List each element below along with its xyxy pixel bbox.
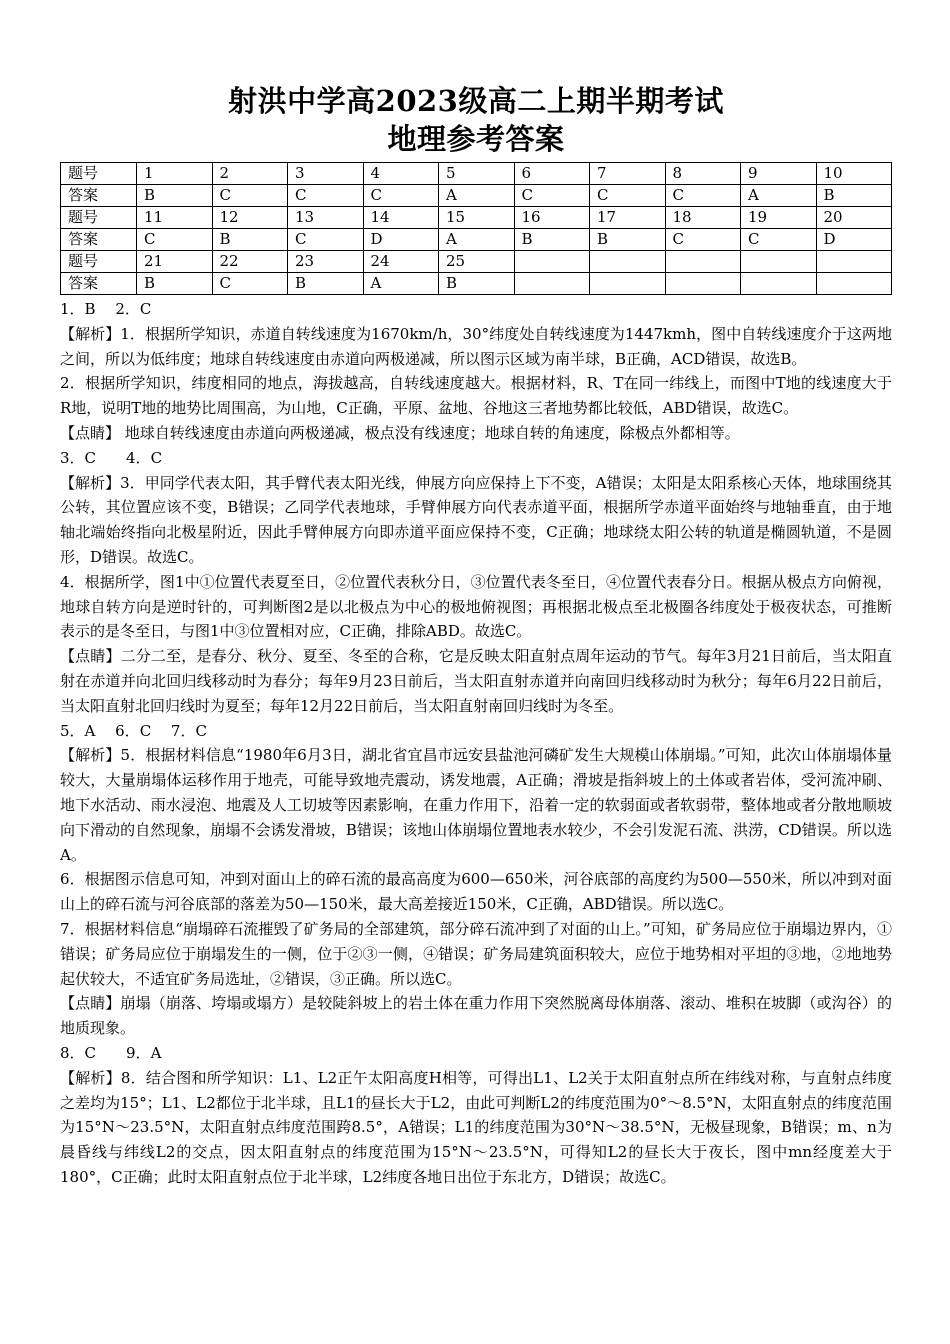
answer-key-title: 地理参考答案 (387, 122, 565, 156)
table-cell: 5 (439, 163, 515, 185)
row-label: 答案 (61, 229, 137, 251)
table-row (61, 229, 892, 251)
paragraph: 【解析】1．根据所学知识，赤道自转线速度为1670km/h，30°纬度处自转线速度为1447kmh，图中自转线速度介于这两地之间，所以为低纬度；地球自转线速度由赤道向两极递减，所以图示区域为南半球，B正确，ACD错误，故选B。 (60, 324, 892, 368)
paragraph: 5．A 6．C 7．C (60, 721, 207, 740)
table-cell: C (288, 229, 364, 251)
paragraph: 8．C 9．A (60, 1043, 162, 1062)
table-cell: B (137, 185, 213, 207)
table-cell: 17 (590, 207, 666, 229)
table-cell: 16 (514, 207, 590, 229)
table-cell: C (212, 273, 288, 295)
table-cell: 15 (439, 207, 515, 229)
paragraph: 2．根据所学知识，纬度相同的地点，海拔越高，自转线速度越大。根据材料，R、T在同一纬线上，而图中T地的线速度大于R地，说明T地的地势比周围高，为山地，C正确，平原、盆地、谷地这三者地势都比较低，ABD错误，故选C。 (60, 374, 892, 418)
table-cell: 13 (288, 207, 364, 229)
table-cell: 12 (212, 207, 288, 229)
table-cell (741, 273, 817, 295)
table-cell: D (363, 229, 439, 251)
paragraph: 1．B 2．C (60, 300, 152, 318)
row-label: 题号 (61, 207, 137, 229)
table-cell: C (137, 229, 213, 251)
paragraph: 【点睛】 地球自转线速度由赤道向两极递减，极点没有线速度；地球自转的角速度，除极点外都相等。 (60, 423, 740, 442)
paragraph: 【点睛】崩塌（崩落、垮塌或塌方）是较陡斜坡上的岩土体在重力作用下突然脱离母体崩落、滚动、堆积在坡脚（或沟谷）的地质现象。 (60, 994, 892, 1038)
table-cell: 14 (363, 207, 439, 229)
table-cell: B (514, 229, 590, 251)
table-cell: C (665, 229, 741, 251)
paragraph: 6．根据图示信息可知，冲到对面山上的碎石流的最高高度为600—650米，河谷底部的高度约为500—550米，所以冲到对面山上的碎石流与河谷底部的落差为50—150米，最大高差接近150米，C正确，ABD错误。所以选C。 (60, 870, 892, 914)
table-cell: 18 (665, 207, 741, 229)
table-cell: 19 (741, 207, 817, 229)
answer-sheet-page (60, 82, 892, 1190)
table-cell: 11 (137, 207, 213, 229)
table-cell (590, 273, 666, 295)
table-cell: 2 (212, 163, 288, 185)
table-cell: A (439, 185, 515, 207)
row-label: 答案 (61, 185, 137, 207)
table-cell: B (816, 185, 892, 207)
table-cell: C (590, 185, 666, 207)
paragraph: 【解析】8．结合图和所学知识：L1、L2正午太阳高度H相等，可得出L1、L2关于太阳直射点所在纬线对称，与直射点纬度之差均为15°；L1、L2都位于北半球，且L1的昼长大于L2，由此可判断L2的纬度范围为0°～8.5°N，太阳直射点的纬度范围为15°N～23.5°N，太阳直射点纬度范围跨8.5°，A错误；L1的纬度范围为30°N～38.5°N，无极昼现象，B错误；m、n为晨昏线与纬线L2的交点，因太阳直射点的纬度范围为15°N～23.5°N，可得知L2的昼长大于夜长，图中mn经度差大于180°，C正确；此时太阳直射点位于北半球，L2纬度各地日出位于东北方，D错误；故选C。 (60, 1068, 892, 1186)
table-row (61, 207, 892, 229)
row-label: 答案 (61, 273, 137, 295)
table-cell: C (288, 185, 364, 207)
answer-table (60, 162, 892, 295)
table-cell: C (212, 185, 288, 207)
explanations (60, 297, 892, 1190)
table-cell: D (816, 229, 892, 251)
table-cell: B (137, 273, 213, 295)
table-cell: 22 (212, 251, 288, 273)
table-cell: B (212, 229, 288, 251)
table-cell: 3 (288, 163, 364, 185)
table-cell: 4 (363, 163, 439, 185)
row-label: 题号 (61, 163, 137, 185)
paragraph: 3．C 4．C (60, 448, 163, 467)
paragraph: 【点睛】二分二至，是春分、秋分、夏至、冬至的合称，它是反映太阳直射点周年运动的节气。每年3月21日前后，当太阳直射在赤道并向北回归线移动时为春分；每年9月23日前后，当太阳直射赤道并向南回归线移动时为秋分；每年6月22日前后，当太阳直射北回归线时为夏至；每年12月22日前后，当太阳直射南回归线时为冬至。 (60, 647, 892, 715)
exam-title: 射洪中学高2023级高二上期半期考试 (228, 84, 724, 118)
table-cell: 25 (439, 251, 515, 273)
table-cell: C (741, 229, 817, 251)
table-cell: B (439, 273, 515, 295)
table-cell: 23 (288, 251, 364, 273)
table-cell: 21 (137, 251, 213, 273)
table-row (61, 163, 892, 185)
table-row (61, 251, 892, 273)
table-cell: A (363, 273, 439, 295)
table-cell: B (288, 273, 364, 295)
table-cell: A (439, 229, 515, 251)
row-label: 题号 (61, 251, 137, 273)
table-cell (816, 251, 892, 273)
table-cell (665, 273, 741, 295)
table-cell: 1 (137, 163, 213, 185)
table-cell (816, 273, 892, 295)
table-cell: 7 (590, 163, 666, 185)
table-cell: B (590, 229, 666, 251)
table-row (61, 273, 892, 295)
table-cell: C (665, 185, 741, 207)
table-cell (741, 251, 817, 273)
paragraph: 【解析】5．根据材料信息“1980年6月3日，湖北省宜昌市远安县盐池河磷矿发生大规模山体崩塌。”可知，此次山体崩塌体量较大，大量崩塌体运移作用于地壳，可能导致地壳震动，诱发地震，A正确；滑坡是指斜坡上的土体或者岩体，受河流冲刷、地下水活动、雨水浸泡、地震及人工切坡等因素影响，在重力作用下，沿着一定的软弱面或者软弱带，整体地或者分散地顺坡向下滑动的自然现象，崩塌不会诱发滑坡，B错误；该地山体崩塌位置地表水较少，不会引发泥石流、洪涝，CD错误。所以选A。 (60, 746, 892, 864)
table-cell (514, 251, 590, 273)
paragraph: 【解析】3．甲同学代表太阳，其手臂代表太阳光线，伸展方向应保持上下不变，A错误；太阳是太阳系核心天体，地球围绕其公转，其位置应该不变，B错误；乙同学代表地球，手臂伸展方向代表赤道平面，根据所学赤道平面始终与地轴垂直，由于地轴北端始终指向北极星附近，因此手臂伸展方向即赤道平面应保持不变，C正确；地球绕太阳公转的轨道是椭圆轨道，不是圆形，D错误。故选C。 (60, 473, 892, 566)
table-cell: 6 (514, 163, 590, 185)
paragraph: 7．根据材料信息“崩塌碎石流摧毁了矿务局的全部建筑，部分碎石流冲到了对面的山上。”可知，矿务局应位于崩塌边界内，①错误；矿务局应位于崩塌发生的一侧，位于②③一侧，④错误；矿务局建筑面积较大，应位于地势相对平坦的③地，②地地势起伏较大，不适宜矿务局选址，②错误，③正确。所以选C。 (60, 919, 892, 988)
table-cell: 24 (363, 251, 439, 273)
table-cell: 20 (816, 207, 892, 229)
table-cell: 8 (665, 163, 741, 185)
table-cell: C (514, 185, 590, 207)
table-cell: C (363, 185, 439, 207)
table-row (61, 185, 892, 207)
paragraph: 4．根据所学，图1中①位置代表夏至日，②位置代表秋分日，③位置代表冬至日，④位置代表春分日。根据从极点方向俯视，地球自转方向是逆时针的，可判断图2是以北极点为中心的极地俯视图；再根据北极点至北极圈各纬度处于极夜状态，可推断表示的是冬至日，与图1中③位置相对应，C正确，排除ABD。故选C。 (60, 572, 892, 641)
table-cell: 9 (741, 163, 817, 185)
table-cell (590, 251, 666, 273)
table-cell (514, 273, 590, 295)
table-cell: 10 (816, 163, 892, 185)
table-cell: A (741, 185, 817, 207)
table-cell (665, 251, 741, 273)
